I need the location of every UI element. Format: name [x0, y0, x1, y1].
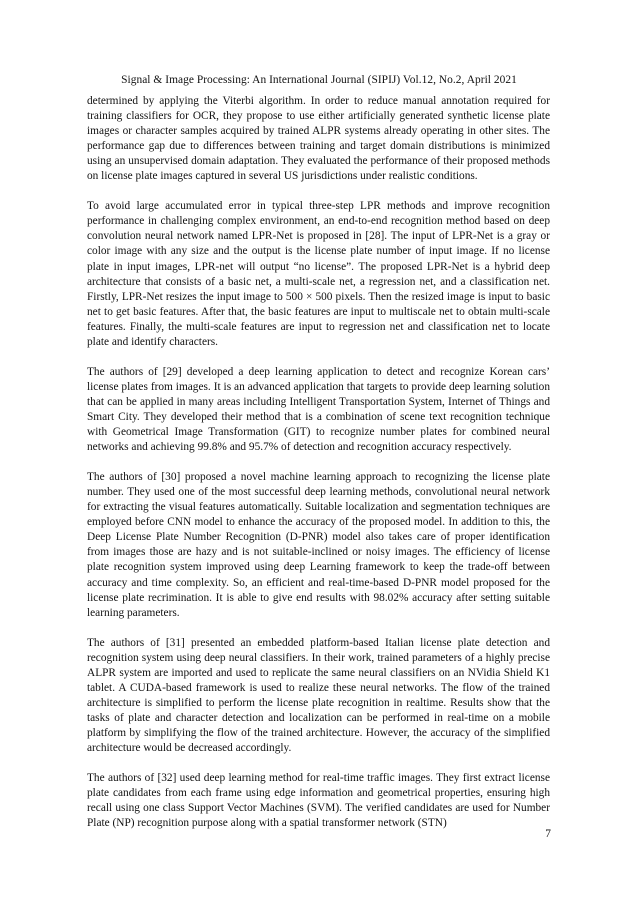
page-number: 7 — [545, 828, 551, 840]
running-header: Signal & Image Processing: An International Journal (SIPIJ) Vol.12, No.2, April 2021 — [121, 74, 517, 86]
paragraph-embedded-italian: The authors of [31] presented an embedded platform-based Italian license plate detection and recognition system using deep neural classifiers. In their work, trained parameters of a highly precise ALPR system are imported and used to replicate the same neural classifiers on an NVidia Shield K1 tablet. A CUDA-based framework is used to realize these neural networks. The flow of the trained architecture is simplified to perform the license plate recognition in realtime. Results show that the tasks of plate and character detection and localization can be performed in real-time on a mobile platform by simplifying the flow of the trained architecture. However, the accuracy of the simplified architecture would be decreased accordingly. — [87, 636, 550, 755]
paragraph-realtime-traffic: The authors of [32] used deep learning method for real-time traffic images. They first extract license plate candidates from each frame using edge information and geometrical properties, ensuring high recall using one class Support Vector Machines (SVM). The verified candidates are used for Number Plate (NP) recognition purpose along with a spatial transformer network (STN) — [87, 772, 550, 830]
paragraph-d-pnr: The authors of [30] proposed a novel machine learning approach to recognizing the license plate number. They used one of the most successful deep learning methods, convolutional neural network for extracting the visual features automatically. Suitable localization and segmentation techniques are employed before CNN model to enhance the accuracy of the proposed model. In addition to this, the Deep License Plate Number Recognition (D-PNR) model also takes care of proper identification from images those are hazy and is not suitable-inclined or noisy images. The efficiency of license plate recognition system improved using deep Learning framework to keep the trade-off between accuracy and time complexity. So, an efficient and real-time-based D-PNR model proposed for the license plate recrimination. It is able to give end results with 98.02% accuracy after setting suitable learning parameters. — [87, 471, 550, 619]
body-text — [87, 94, 550, 846]
paragraph-korean-plates: The authors of [29] developed a deep learning application to detect and recognize Korean cars’ license plates from images. It is an advanced application that targets to provide deep learning solution that can be applied in many areas including Intelligent Transportation System, Internet of Things and Smart City. They developed their method that is a combination of scene text recognition technique with Geometrical Image Transformation (GIT) to recognize number plates for combined neural networks and achieving 99.8% and 95.7% of detection and recognition accuracy respectively. — [87, 365, 550, 454]
paragraph-viterbi-ocr: determined by applying the Viterbi algorithm. In order to reduce manual annotation required for training classifiers for OCR, they propose to use either artificially generated synthetic license plate images or character samples acquired by trained ALPR systems already operating in other sites. The performance gap due to differences between training and target domain distributions is minimized using an unsupervised domain adaptation. They evaluated the performance of their proposed methods on license plate images captured in several US jurisdictions under realistic conditions. — [87, 95, 550, 183]
paragraph-lpr-net: To avoid large accumulated error in typical three-step LPR methods and improve recognition performance in challenging complex environment, an end-to-end recognition method based on deep convolution neural network named LPR-Net is proposed in [28]. The input of LPR-Net is a gray or color image with any size and the output is the license plate number of input image. If no license plate in input images, LPR-net will output “no license”. The proposed LPR-Net is a hybrid deep architecture that consists of a basic net, a multi-scale net, a regression net, and a classification net. Firstly, LPR-Net resizes the input image to 500 × 500 pixels. Then the resized image is input to basic net to get basic features. After that, the basic features are input to multiscale net to obtain multi-scale features. Finally, the multi-scale features are input to regression net and classification net to locate plate and identify characters. — [87, 200, 550, 348]
